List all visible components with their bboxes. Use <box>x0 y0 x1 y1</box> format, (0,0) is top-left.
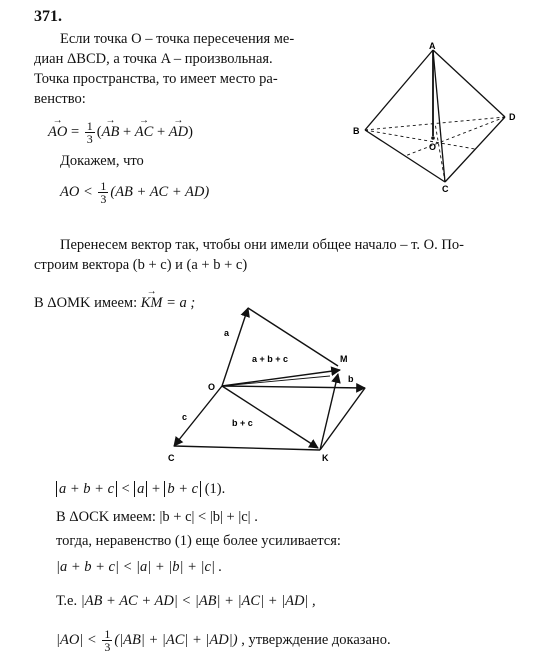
edge-ac <box>433 50 445 182</box>
tetra-label-b: B <box>353 126 360 136</box>
edge-ad <box>433 50 505 117</box>
tetra-label-a: A <box>429 42 436 51</box>
vector-ac: → AC <box>135 123 154 141</box>
vector-ad: → AD <box>169 123 188 141</box>
strengthen-line: тогда, неравенство (1) еще более усиливается: <box>56 533 341 549</box>
vec-label-c-vector: c <box>182 412 188 422</box>
omk-line: В ΔOMK имеем: → KM = a ; <box>34 294 195 312</box>
intro-line-3: Точка пространства, то имеет место ра- <box>34 71 278 87</box>
fraction-one-third-2: $\frac{1}{3}$ <box>100 179 107 206</box>
median-d <box>405 117 505 156</box>
problem-number: 371. <box>34 8 62 25</box>
vec-label-bc: b + c <box>232 418 253 428</box>
ock-line: В ΔOCK имеем: |b + c| < |b| + |c| . <box>56 509 258 525</box>
vec-label-o: O <box>208 382 216 392</box>
tetra-label-c: C <box>442 184 449 192</box>
vec-label-c-point: C <box>168 453 175 463</box>
vector-ao: → AO <box>48 123 67 141</box>
te-line: Т.е. |AB + AC + AD| < |AB| + |AC| + |AD| , <box>56 593 316 609</box>
median-b <box>365 130 475 149</box>
intro-line-2: диан ΔBCD, а точка A – произвольная. <box>34 51 273 67</box>
vec-label-abc: a + b + c <box>252 354 289 364</box>
vector-b-arrow <box>222 386 365 388</box>
intro-line-1: Если точка O – точка пересечения ме- <box>60 31 295 47</box>
vector-ab: → AB <box>102 123 120 141</box>
vec-label-m: M <box>340 354 348 364</box>
formula-inequality: AO < $\frac{1}{3}$ (AB + AC + AD) <box>60 179 210 206</box>
point-o <box>431 136 435 140</box>
vec-label-b: b <box>348 374 354 384</box>
segment-c-to-k <box>174 446 320 450</box>
edge-ab <box>365 50 433 130</box>
formula-vector-equality: → AO = $\frac{1}{3}$ (→ AB + → AC + → AD) <box>48 120 193 145</box>
fraction-one-third: $\frac{1}{3}$ <box>86 119 93 146</box>
paragraph-line-2: строим вектора (b + c) и (a + b + c) <box>34 257 248 273</box>
tetra-label-o: O <box>429 142 437 152</box>
vec-label-k: K <box>322 453 329 463</box>
vec-label-a: a <box>224 328 230 338</box>
vector-km: → KM <box>141 294 163 312</box>
fraction-one-third-3: $\frac{1}{3}$ <box>104 627 111 654</box>
inequality-2: |a + b + c| < |a| + |b| + |c| . <box>56 559 223 575</box>
inequality-1: a + b + c < a + b + c (1). <box>56 480 225 498</box>
vector-construction-figure <box>160 298 390 468</box>
paragraph-line-1: Перенесем вектор так, чтобы они имели общее начало – т. O. По- <box>60 237 464 253</box>
final-line: |AO| < $\frac{1}{3}$ (|AB| + |AC| + |AD|) , утверждение доказано. <box>56 627 391 654</box>
vector-a-arrow <box>222 308 248 386</box>
intro-line-4: венство: <box>34 91 86 107</box>
vector-abc-arrow <box>222 370 340 386</box>
vector-b-c-arrow <box>222 386 318 448</box>
tetra-label-d: D <box>509 112 516 122</box>
edge-bd-hidden <box>365 117 505 130</box>
edge-dc <box>445 117 505 182</box>
tetrahedron-figure <box>345 42 525 192</box>
guide-line <box>222 376 330 386</box>
prove-label: Докажем, что <box>60 153 144 169</box>
